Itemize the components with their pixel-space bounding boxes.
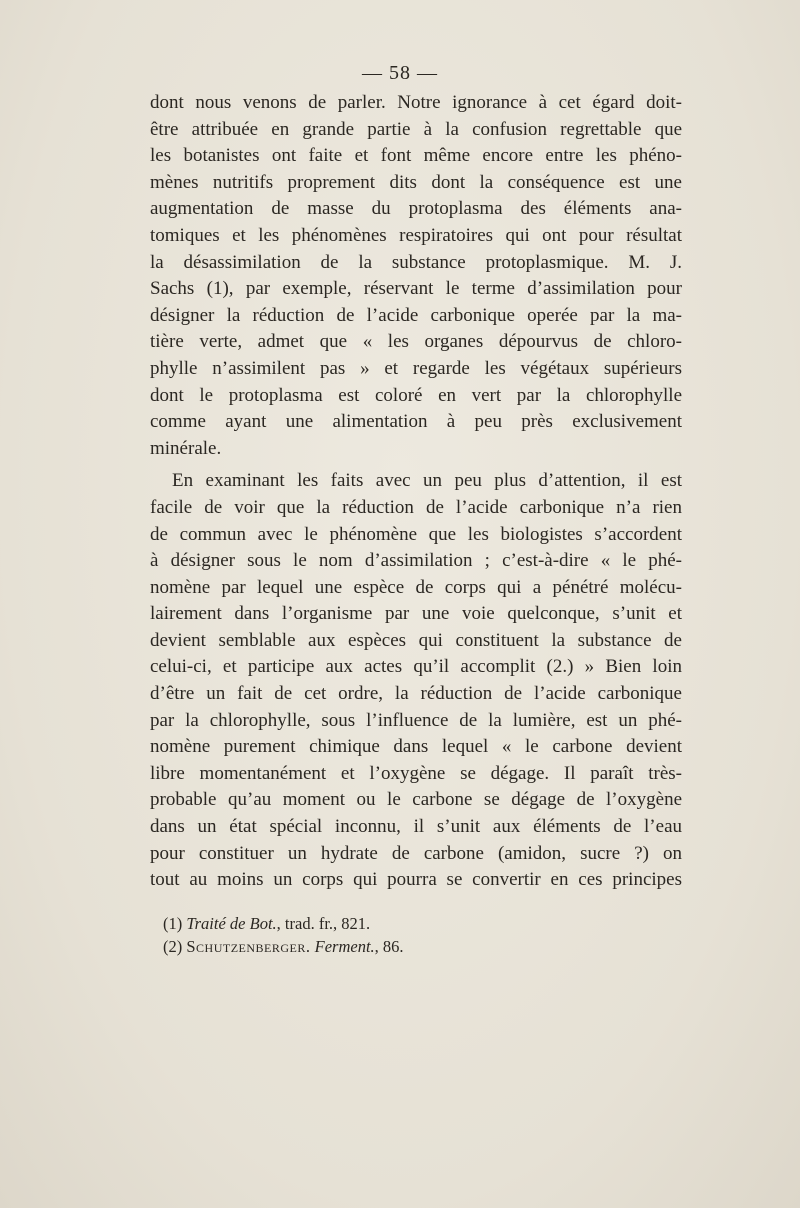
text-line: désigner la réduction de l’acide carbonique operée par la ma- bbox=[150, 304, 682, 326]
text-line: comme ayant une alimentation à peu près exclusivement bbox=[150, 411, 682, 433]
footnote-reference: , trad. fr., 821. bbox=[276, 914, 371, 933]
footnote-author: Schutzenberger. bbox=[186, 937, 311, 956]
text-line: la désassimilation de la substance protoplasmique. M. J. bbox=[150, 251, 682, 273]
text-line: les botanistes ont faite et font même encore entre les phéno- bbox=[150, 145, 682, 167]
text-line: tomiques et les phénomènes respiratoires qui ont pour résultat bbox=[150, 224, 682, 246]
text-line: tout au moins un corps qui pourra se convertir en ces principes bbox=[150, 869, 682, 891]
text-line: dont nous venons de parler. Notre ignorance à cet égard doit- bbox=[150, 92, 682, 113]
footnote-title: Traité de Bot. bbox=[186, 914, 277, 933]
text-line: nomène par lequel une espèce de corps qui a pénétré molécu- bbox=[150, 576, 682, 598]
footnote-marker: (1) bbox=[163, 914, 183, 933]
footnote-2 bbox=[163, 935, 683, 958]
footnote-title: Ferment. bbox=[314, 937, 375, 956]
text-line: d’être un fait de cet ordre, la réduction de l’acide carbonique bbox=[150, 683, 682, 705]
text-line: minérale. bbox=[150, 437, 222, 459]
footnote-marker: (2) bbox=[163, 937, 183, 956]
text-line: pour constituer un hydrate de carbone (amidon, sucre ?) on bbox=[150, 842, 682, 864]
footnote-reference: , 86. bbox=[374, 937, 404, 956]
text-line: En examinant les faits avec un peu plus d’attention, il est bbox=[172, 470, 682, 492]
text-line: tière verte, admet que « les organes dépourvus de chloro- bbox=[150, 331, 682, 353]
footnotes bbox=[163, 912, 683, 958]
text-line: être attribuée en grande partie à la confusion regrettable que bbox=[150, 118, 682, 140]
footnote-1 bbox=[163, 912, 683, 935]
text-line: par la chlorophylle, sous l’influence de la lumière, est un phé- bbox=[150, 709, 682, 731]
text-line: facile de voir que la réduction de l’acide carbonique n’a rien bbox=[150, 496, 682, 518]
text-line: dans un état spécial inconnu, il s’unit aux éléments de l’eau bbox=[150, 816, 682, 838]
body-text bbox=[150, 90, 682, 894]
text-line: nomène purement chimique dans lequel « le carbone devient bbox=[150, 736, 682, 758]
page-number: — 58 — bbox=[362, 62, 438, 84]
text-line: Sachs (1), par exemple, réservant le terme d’assimilation pour bbox=[150, 278, 682, 300]
text-line: dont le protoplasma est coloré en vert par la chlorophylle bbox=[150, 384, 682, 406]
text-line: augmentation de masse du protoplasma des éléments ana- bbox=[150, 198, 682, 220]
text-line: celui-ci, et participe aux actes qu’il accomplit (2.) » Bien loin bbox=[150, 656, 682, 678]
text-line: de commun avec le phénomène que les biologistes s’accordent bbox=[150, 523, 682, 545]
text-line: lairement dans l’organisme par une voie quelconque, s’unit et bbox=[150, 603, 682, 625]
text-line: probable qu’au moment ou le carbone se dégage de l’oxygène bbox=[150, 789, 682, 811]
text-line: mènes nutritifs proprement dits dont la conséquence est une bbox=[150, 171, 682, 193]
text-line: devient semblable aux espèces qui constituent la substance de bbox=[150, 629, 682, 651]
text-line: à désigner sous le nom d’assimilation ; c’est-à-dire « le phé- bbox=[150, 550, 682, 572]
text-line: phylle n’assimilent pas » et regarde les végétaux supérieurs bbox=[150, 357, 682, 379]
text-line: libre momentanément et l’oxygène se dégage. Il paraît très- bbox=[150, 762, 682, 784]
